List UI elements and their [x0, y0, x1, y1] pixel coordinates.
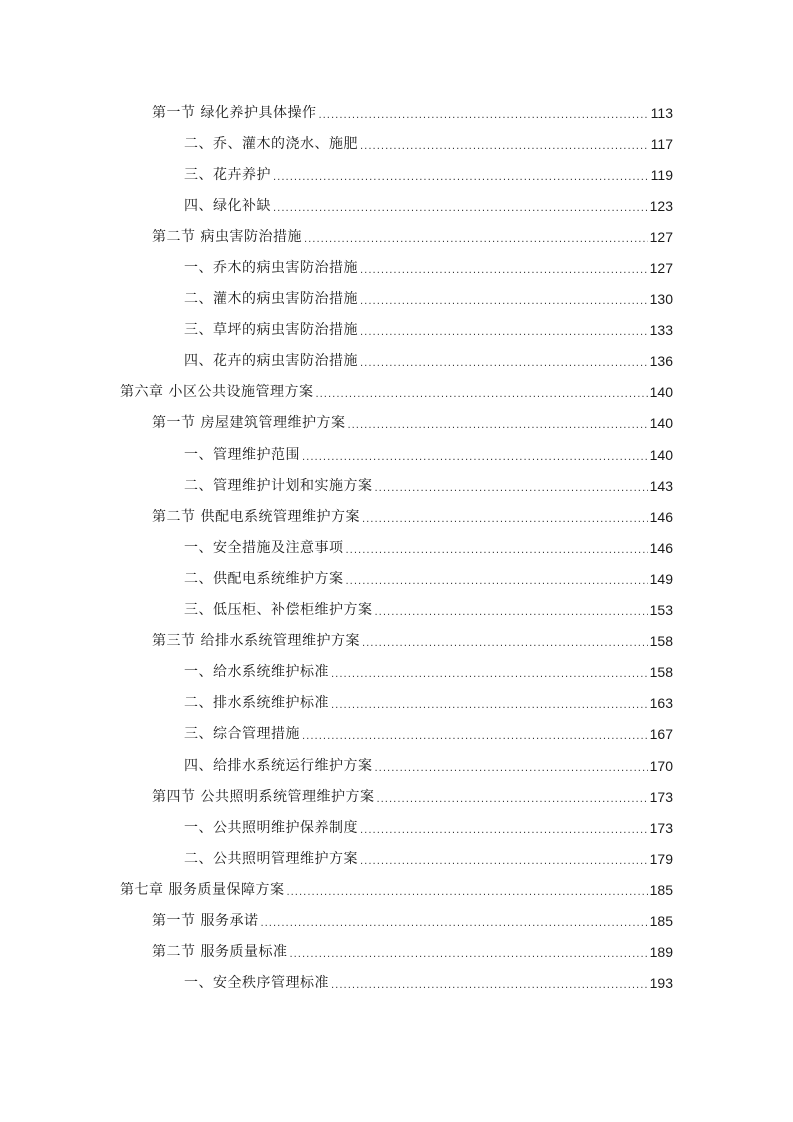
toc-entry-page: 133: [649, 322, 673, 339]
dot-leader: [331, 976, 648, 996]
toc-entry-title: 第四节 公共照明系统管理维护方案: [152, 788, 375, 805]
toc-entry-page: 153: [649, 602, 673, 619]
toc-entry-title: 二、供配电系统维护方案: [184, 570, 344, 587]
toc-entry-title: 一、公共照明维护保养制度: [184, 819, 358, 836]
toc-entry-page: 130: [649, 291, 673, 308]
dot-leader: [362, 510, 648, 530]
toc-entry-title: 二、排水系统维护标准: [184, 695, 329, 712]
toc-entry[interactable]: [0, 377, 793, 408]
toc-entry-title: 三、低压柜、补偿柜维护方案: [184, 602, 373, 619]
toc-entry[interactable]: [0, 439, 793, 470]
dot-leader: [347, 416, 647, 436]
dot-leader: [360, 261, 648, 281]
toc-entry-title: 四、花卉的病虫害防治措施: [184, 353, 358, 370]
toc-entry-page: 140: [649, 415, 673, 432]
toc-entry-title: 第七章 服务质量保障方案: [120, 881, 285, 898]
toc-entry[interactable]: [0, 595, 793, 626]
toc-entry[interactable]: [0, 221, 793, 252]
dot-leader: [360, 292, 648, 312]
dot-leader: [302, 727, 648, 747]
dot-leader: [286, 883, 647, 903]
toc-entry-title: 第一节 服务承诺: [152, 912, 259, 929]
table-of-contents: [0, 97, 793, 999]
toc-entry-page: 185: [649, 881, 673, 898]
toc-entry-title: 一、安全措施及注意事项: [184, 539, 344, 556]
toc-entry-title: 第二节 病虫害防治措施: [152, 228, 302, 245]
toc-entry[interactable]: [0, 626, 793, 657]
toc-entry-title: 二、灌木的病虫害防治措施: [184, 291, 358, 308]
toc-entry-title: 三、花卉养护: [184, 166, 271, 183]
toc-entry[interactable]: [0, 128, 793, 159]
toc-entry-page: 158: [649, 664, 673, 681]
toc-entry-title: 第六章 小区公共设施管理方案: [120, 384, 314, 401]
dot-leader: [273, 199, 648, 219]
dot-leader: [360, 354, 648, 374]
toc-entry[interactable]: [0, 532, 793, 563]
dot-leader: [375, 603, 648, 623]
toc-entry-page: 146: [649, 539, 673, 556]
toc-entry[interactable]: [0, 252, 793, 283]
toc-entry[interactable]: [0, 937, 793, 968]
dot-leader: [346, 572, 648, 592]
toc-entry-page: 136: [649, 353, 673, 370]
toc-entry[interactable]: [0, 159, 793, 190]
toc-entry-title: 第二节 供配电系统管理维护方案: [152, 508, 360, 525]
toc-entry-title: 第三节 给排水系统管理维护方案: [152, 633, 360, 650]
dot-leader: [304, 230, 648, 250]
dot-leader: [360, 137, 649, 157]
dot-leader: [360, 323, 648, 343]
dot-leader: [375, 759, 648, 779]
toc-entry[interactable]: [0, 346, 793, 377]
toc-entry-page: 127: [649, 228, 673, 245]
toc-entry[interactable]: [0, 812, 793, 843]
toc-entry-page: 113: [650, 104, 673, 121]
toc-entry-page: 140: [649, 384, 673, 401]
toc-entry-page: 173: [649, 819, 673, 836]
toc-entry[interactable]: [0, 843, 793, 874]
toc-entry-title: 二、管理维护计划和实施方案: [184, 477, 373, 494]
toc-entry[interactable]: [0, 315, 793, 346]
dot-leader: [360, 852, 648, 872]
dot-leader: [289, 945, 647, 965]
toc-entry-page: 140: [649, 446, 673, 463]
toc-entry[interactable]: [0, 874, 793, 905]
toc-entry-title: 一、安全秩序管理标准: [184, 975, 329, 992]
toc-entry-page: 173: [649, 788, 673, 805]
dot-leader: [315, 385, 647, 405]
toc-entry[interactable]: [0, 97, 793, 128]
toc-entry[interactable]: [0, 781, 793, 812]
dot-leader: [273, 168, 649, 188]
dot-leader: [331, 696, 648, 716]
toc-entry-page: 158: [649, 633, 673, 650]
dot-leader: [360, 821, 648, 841]
dot-leader: [331, 665, 648, 685]
toc-entry-page: 170: [649, 757, 673, 774]
toc-entry-title: 一、管理维护范围: [184, 446, 300, 463]
toc-entry[interactable]: [0, 968, 793, 999]
toc-entry-page: 127: [649, 260, 673, 277]
toc-entry[interactable]: [0, 501, 793, 532]
toc-entry-page: 185: [649, 912, 673, 929]
toc-entry-title: 第二节 服务质量标准: [152, 944, 288, 961]
toc-entry[interactable]: [0, 408, 793, 439]
dot-leader: [375, 479, 648, 499]
toc-entry-page: 179: [649, 850, 673, 867]
dot-leader: [346, 541, 648, 561]
toc-entry-title: 三、综合管理措施: [184, 726, 300, 743]
toc-entry-title: 第一节 绿化养护具体操作: [152, 104, 317, 121]
toc-entry-page: 193: [649, 975, 673, 992]
toc-entry-title: 一、给水系统维护标准: [184, 664, 329, 681]
toc-entry[interactable]: [0, 688, 793, 719]
toc-entry-title: 一、乔木的病虫害防治措施: [184, 260, 358, 277]
toc-entry-title: 四、绿化补缺: [184, 197, 271, 214]
toc-entry-title: 四、给排水系统运行维护方案: [184, 757, 373, 774]
toc-entry-page: 146: [649, 508, 673, 525]
toc-entry[interactable]: [0, 284, 793, 315]
toc-entry-title: 三、草坪的病虫害防治措施: [184, 322, 358, 339]
toc-entry[interactable]: [0, 470, 793, 501]
toc-entry-page: 143: [649, 477, 673, 494]
toc-entry[interactable]: [0, 719, 793, 750]
toc-entry-page: 119: [650, 166, 673, 183]
toc-entry-title: 二、乔、灌木的浇水、施肥: [184, 135, 358, 152]
toc-entry-page: 189: [649, 944, 673, 961]
toc-entry[interactable]: [0, 657, 793, 688]
toc-entry[interactable]: [0, 750, 793, 781]
toc-entry-page: 167: [649, 726, 673, 743]
toc-entry[interactable]: [0, 190, 793, 221]
dot-leader: [302, 448, 648, 468]
dot-leader: [260, 914, 647, 934]
toc-entry-page: 163: [649, 695, 673, 712]
dot-leader: [362, 634, 648, 654]
dot-leader: [318, 106, 648, 126]
toc-entry-page: 117: [650, 135, 673, 152]
toc-entry-page: 123: [649, 197, 673, 214]
toc-entry-title: 第一节 房屋建筑管理维护方案: [152, 415, 346, 432]
toc-entry-title: 二、公共照明管理维护方案: [184, 850, 358, 867]
toc-entry-page: 149: [649, 570, 673, 587]
toc-entry[interactable]: [0, 905, 793, 936]
dot-leader: [376, 790, 647, 810]
toc-entry[interactable]: [0, 563, 793, 594]
